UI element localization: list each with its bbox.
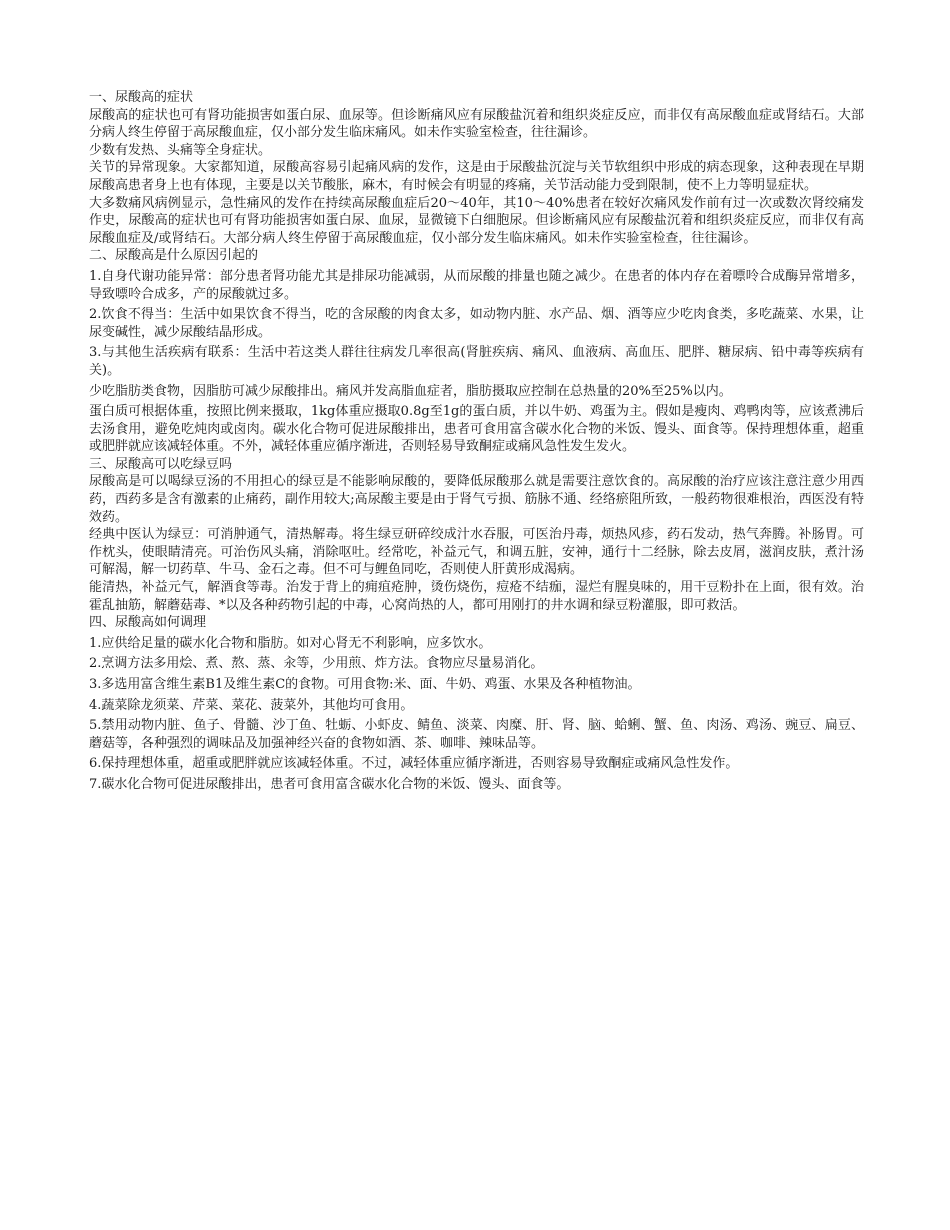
section-heading-2: 二、尿酸高是什么原因引起的 xyxy=(89,248,259,264)
list-item: 3.与其他生活疾病有联系：生活中若这类人群往往病发几率很高(肾脏疾病、痛风、血液病、高血压、肥胖、糖尿病、铅中毒等疾病有关)。 xyxy=(89,345,864,378)
list-item: 3.多选用富含维生素B1及维生素C的食物。可用食物:米、面、牛奶、鸡蛋、水果及各种植物油。 xyxy=(89,677,641,692)
list-item: 5.禁用动物内脏、鱼子、骨髓、沙丁鱼、牡蛎、小虾皮、鲭鱼、淡菜、肉糜、肝、肾、脑、蛤蜊、蟹、鱼、肉汤、鸡汤、豌豆、扁豆、蘑菇等，各种强烈的调味品及加强神经兴奋的食物如酒、茶、咖啡、辣味品等。 xyxy=(89,718,864,751)
section-heading-1: 一、尿酸高的症状 xyxy=(89,90,194,105)
list-item: 2.烹调方法多用烩、煮、熬、蒸、汆等，少用煎、炸方法。食物应尽量易消化。 xyxy=(89,656,544,672)
list-item: 6.保持理想体重，超重或肥胖就应该减轻体重。不过，减轻体重应循序渐进，否则容易导致酮症或痛风急性发作。 xyxy=(89,756,739,772)
paragraph: 尿酸高是可以喝绿豆汤的不用担心的绿豆是不能影响尿酸的，要降低尿酸那么就是需要注意饮食的。高尿酸的治疗应该注意注意少用西药，西药多是含有激素的止痛药，副作用较大;高尿酸主要是由于肾气亏损、筋脉不通、经络瘀阻所致，一般药物很难根治，西医没有特效药。 xyxy=(89,474,864,525)
section-heading-4: 四、尿酸高如何调理 xyxy=(89,615,207,631)
document-body xyxy=(89,89,864,794)
list-item: 4.蔬菜除龙须菜、芹菜、菜花、菠菜外，其他均可食用。 xyxy=(89,697,414,713)
paragraph: 大多数痛风病例显示，急性痛风的发作在持续高尿酸血症后20～40年，其10～40%患者在较好次痛风发作前有过一次或数次肾绞痛发作史，尿酸高的症状也可有肾功能损害如蛋白尿、血尿，显微镜下白细胞尿。但诊断痛风应有尿酸盐沉着和组织炎症反应，而非仅有高尿酸血症及/或肾结石。大部分病人终生停留于高尿酸血症，仅小部分发生临床痛风。如未作实验室检查，往往漏诊。 xyxy=(89,195,864,246)
list-item: 7.碳水化合物可促进尿酸排出，患者可食用富含碳水化合物的米饭、馒头、面食等。 xyxy=(89,776,570,792)
paragraph: 关节的异常现象。大家都知道，尿酸高容易引起痛风病的发作，这是由于尿酸盐沉淀与关节软组织中形成的病态现象，这种表现在早期尿酸高患者身上也有体现，主要是以关节酸胀，麻木，有时候会有明显的疼痛，关节活动能力受到限制，使不上力等明显症状。 xyxy=(89,160,864,193)
paragraph: 能清热，补益元气，解酒食等毒。治发于背上的痈疽疮肿，烫伤烧伤，痘疮不结痂，湿烂有腥臭味的，用干豆粉扑在上面，很有效。治霍乱抽筋，解蘑菇毒、*以及各种药物引起的中毒，心窝尚热的人，都可用刚打的井水调和绿豆粉灌服，即可救活。 xyxy=(89,580,864,613)
paragraph: 尿酸高的症状也可有肾功能损害如蛋白尿、血尿等。但诊断痛风应有尿酸盐沉着和组织炎症反应，而非仅有高尿酸血症或肾结石。大部分病人终生停留于高尿酸血症，仅小部分发生临床痛风。如未作实验室检查，往往漏诊。 xyxy=(89,107,864,141)
section-heading-3: 三、尿酸高可以吃绿豆吗 xyxy=(89,456,233,472)
paragraph: 少吃脂肪类食物，因脂肪可减少尿酸排出。痛风并发高脂血症者，脂肪摄取应控制在总热量的20%至25%以内。 xyxy=(89,383,732,399)
list-item: 1.应供给足量的碳水化合物和脂肪。如对心肾无不利影响，应多饮水。 xyxy=(89,635,492,651)
paragraph: 少数有发热、头痛等全身症状。 xyxy=(89,142,272,158)
list-item: 2.饮食不得当：生活中如果饮食不得当，吃的含尿酸的肉食太多，如动物内脏、水产品、烟、酒等应少吃肉食类，多吃蔬菜、水果，让尿变碱性，减少尿酸结晶形成。 xyxy=(89,307,864,340)
paragraph: 蛋白质可根据体重，按照比例来摄取，1kg体重应摄取0.8g至1g的蛋白质，并以牛奶、鸡蛋为主。假如是瘦肉、鸡鸭肉等，应该煮沸后去汤食用，避免吃炖肉或卤肉。碳水化合物可促进尿酸排出，患者可食用富含碳水化合物的米饭、馒头、面食等。保持理想体重，超重或肥胖就应该减轻体重。不外，减轻体重应循序渐进，否则轻易导致酮症或痛风急性发生发火。 xyxy=(89,404,864,455)
paragraph: 经典中医认为绿豆：可消肿通气，清热解毒。将生绿豆研碎绞成汁水吞服，可医治丹毒，烦热风疹，药石发动，热气奔腾。补肠胃。可作枕头，使眼睛清亮。可治伤风头痛，消除呕吐。经常吃，补益元气，和调五脏，安神，通行十二经脉，除去皮屑，滋润皮肤，煮汁汤可解渴，解一切药草、牛马、金石之毒。但不可与鲤鱼同吃，否则使人肝黄形成渴病。 xyxy=(89,527,864,578)
list-item: 1.自身代谢功能异常：部分患者肾功能尤其是排尿功能减弱，从而尿酸的排量也随之减少。在患者的体内存在着嘌呤合成酶异常增多，导致嘌呤合成多，产的尿酸就过多。 xyxy=(89,268,864,302)
